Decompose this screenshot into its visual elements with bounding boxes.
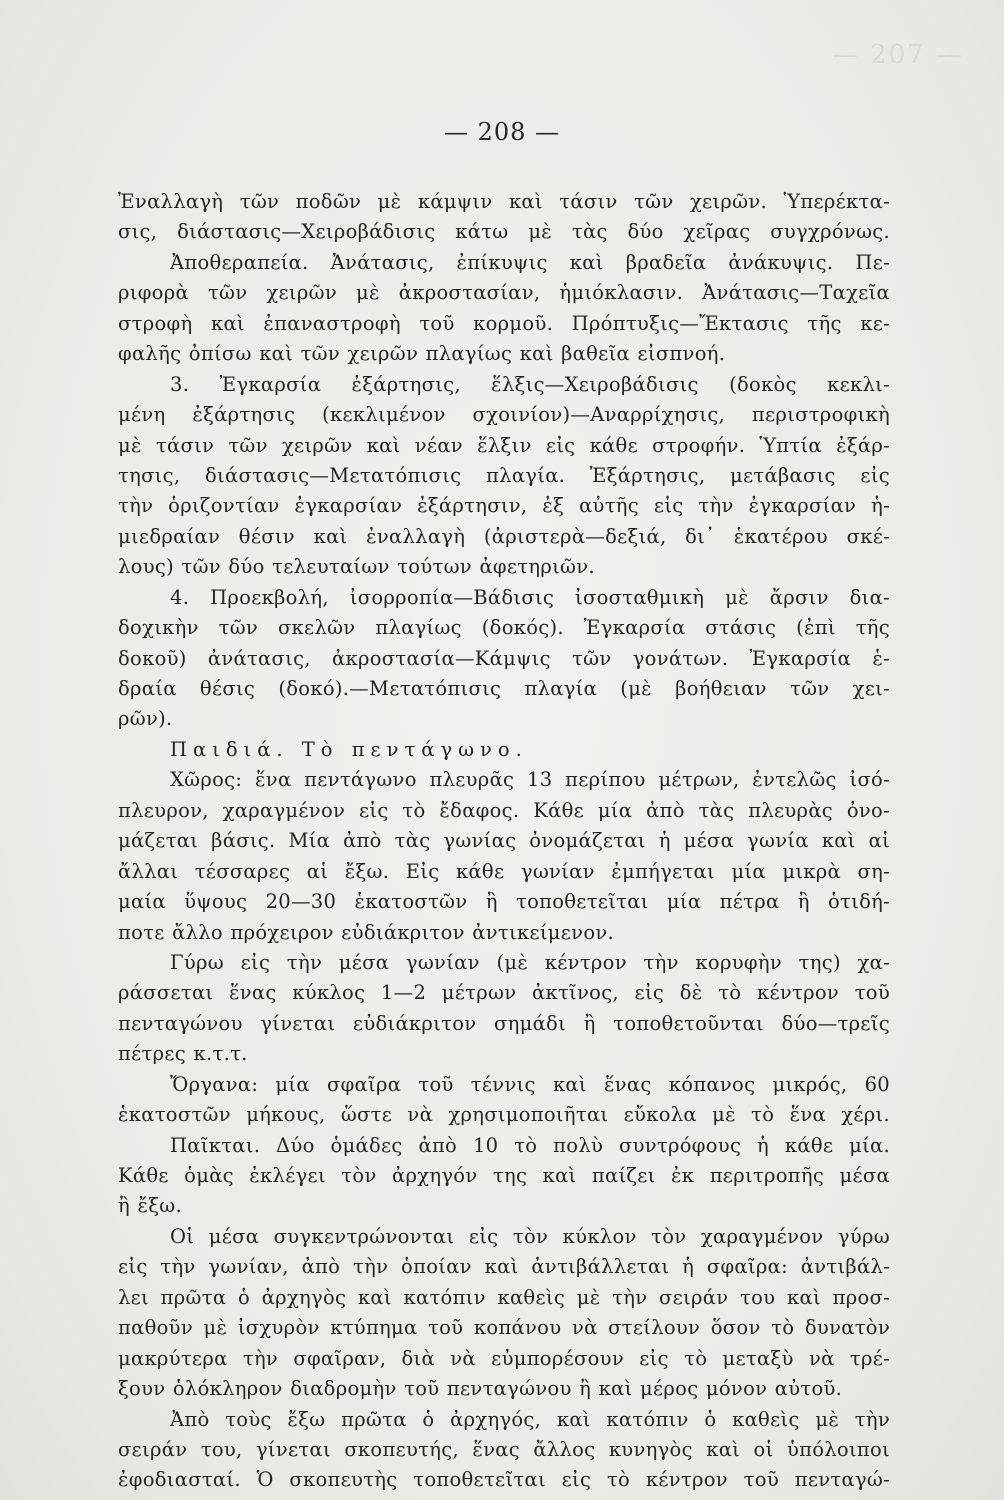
text-line: δοχικὴν τῶν σκελῶν πλαγίως (δοκός). Ἐγκαρσία στάσις (ἐπὶ τῆς bbox=[118, 616, 890, 640]
text-line: Κάθε ὁμὰς ἐκλέγει τὸν ἀρχηγόν της καὶ παίζει ἐκ περιτροπῆς μέσα bbox=[118, 1164, 890, 1187]
text-line: Οἱ μέσα συγκεντρώνονται εἰς τὸν κύκλον τὸν χαραγμένον γύρω bbox=[170, 1224, 890, 1248]
text-line: στροφὴ καὶ ἐπαναστροφὴ τοῦ κορμοῦ. Πρόπτυξις—Ἔκτασις τῆς κε- bbox=[118, 311, 890, 335]
section-heading: Παιδιά. Τὸ πεντάγωνο. bbox=[170, 737, 528, 761]
text-line: τὴν ὁριζοντίαν ἐγκαρσίαν ἐξάρτησιν, ἐξ αὐτῆς εἰς τὴν ἐγκαρσίαν ἡ- bbox=[118, 494, 890, 518]
text-line: λους) τῶν δύο τελευταίων τούτων ἀφετηριῶν. bbox=[118, 555, 595, 579]
text-line: 4. Προεκβολή, ἰσορροπία—Βάδισις ἰσοσταθμικὴ μὲ ἄρσιν δια- bbox=[170, 585, 890, 609]
text-line: ρῶν). bbox=[118, 707, 173, 731]
text-line: ἄλλαι τέσσαρες αἱ ἔξω. Εἰς κάθε γωνίαν ἐμπήγεται μία μικρὰ ση- bbox=[118, 859, 890, 883]
page-number: — 208 — bbox=[443, 118, 561, 146]
text-line: μάζεται βάσις. Μία ἀπὸ τὰς γωνίας ὀνομάζεται ἡ μέσα γωνία καὶ αἱ bbox=[118, 829, 890, 853]
text-line: ράσσεται ἕνας κύκλος 1—2 μέτρων ἀκτῖνος, εἰς δὲ τὸ κέντρον τοῦ bbox=[118, 981, 890, 1005]
text-line: πενταγώνου γίνεται εὐδιάκριτον σημάδι ἢ τοποθετοῦνται δύο—τρεῖς bbox=[118, 1011, 890, 1035]
text-line: πέτρες κ.τ.τ. bbox=[118, 1042, 248, 1066]
text-line: λει πρῶτα ὁ ἀρχηγὸς καὶ κατόπιν καθεὶς μὲ τὴν σειράν του καὶ προσ- bbox=[118, 1285, 890, 1309]
text-line: ποτε ἄλλο πρόχειρον εὐδιάκριτον ἀντικείμενον. bbox=[118, 920, 615, 944]
text-line: φαλῆς ὀπίσω καὶ τῶν χειρῶν πλαγίως καὶ βαθεῖα εἰσπνοή. bbox=[118, 342, 726, 366]
text-line: ριφορὰ τῶν χειρῶν μὲ ἀκροστασίαν, ἡμιόκλασιν. Ἀνάτασις—Ταχεῖα bbox=[118, 281, 890, 305]
bleed-through-page-number: — 207 — bbox=[831, 40, 964, 70]
text-line: παθοῦν μὲ ἰσχυρὸν κτύπημα τοῦ κοπάνου νὰ στείλουν ὅσον τὸ δυνατὸν bbox=[118, 1316, 890, 1340]
text-line: Ὄργανα: μία σφαῖρα τοῦ τέννις καὶ ἕνας κόπανος μικρός, 60 bbox=[170, 1072, 890, 1096]
text-line: πλευρον, χαραγμένον εἰς τὸ ἔδαφος. Κάθε μία ἀπὸ τὰς πλευρὰς ὀνο- bbox=[118, 798, 890, 822]
text-line: Ἀπὸ τοὺς ἔξω πρῶτα ὁ ἀρχηγός, καὶ κατόπιν ὁ καθεὶς μὲ τὴν bbox=[170, 1407, 890, 1431]
text-line: εἰς τὴν γωνίαν, ἀπὸ τὴν ὁποίαν καὶ ἀντιβάλλεται ἡ σφαῖρα: ἀντιβάλ- bbox=[118, 1255, 890, 1279]
text-line: τησις, διάστασις—Μετατόπισις πλαγία. Ἐξάρτησις, μετάβασις εἰς bbox=[118, 463, 890, 487]
text-line: Χῶρος: ἕνα πεντάγωνο πλευρᾶς 13 περίπου μέτρων, ἐντελῶς ἰσό- bbox=[170, 768, 890, 792]
text-line: 3. Ἐγκαρσία ἐξάρτησις, ἕλξις—Χειροβάδισις (δοκὸς κεκλι- bbox=[170, 372, 890, 396]
text-line: σειράν του, γίνεται σκοπευτής, ἕνας ἄλλος κυνηγὸς καὶ οἱ ὑπόλοιποι bbox=[118, 1437, 890, 1461]
text-line: Παῖκται. Δύο ὁμάδες ἀπὸ 10 τὸ πολὺ συντρόφους ἡ κάθε μία. bbox=[170, 1133, 890, 1157]
body-text bbox=[118, 187, 890, 1496]
text-line: Γύρω εἰς τὴν μέσα γωνίαν (μὲ κέντρον τὴν κορυφὴν της) χα- bbox=[170, 950, 890, 974]
text-line: ἢ ἔξω. bbox=[118, 1194, 182, 1218]
text-line: ξουν ὁλόκληρον διαδρομὴν τοῦ πενταγώνου ἢ καὶ μέρος μόνον αὐτοῦ. bbox=[118, 1377, 843, 1401]
text-line: μένη ἐξάρτησις (κεκλιμένον σχοινίον)—Αναρρίχησις, περιστροφικὴ bbox=[118, 403, 890, 427]
text-line: δοκοῦ) ἀνάτασις, ἀκροστασία—Κάμψις τῶν γονάτων. Ἐγκαρσία ἑ- bbox=[118, 646, 890, 670]
text-line: ἐφοδιασταί. Ὁ σκοπευτὴς τοποθετεῖται εἰς τὸ κέντρον τοῦ πενταγώ- bbox=[118, 1468, 890, 1492]
text-line: μαία ὕψους 20—30 ἑκατοστῶν ἢ τοποθετεῖται μία πέτρα ἢ ὁτιδή- bbox=[118, 890, 890, 914]
text-line: Ἀποθεραπεία. Ἀνάτασις, ἐπίκυψις καὶ βραδεῖα ἀνάκυψις. Πε- bbox=[170, 250, 890, 274]
text-line: μακρύτερα τὴν σφαῖραν, διὰ νὰ εὐμπορέσουν εἰς τὸ μεταξὺ νὰ τρέ- bbox=[118, 1346, 890, 1370]
text-line: δραία θέσις (δοκό).—Μετατόπισις πλαγία (μὲ βοήθειαν τῶν χει- bbox=[118, 677, 890, 700]
text-line: Ἐναλλαγὴ τῶν ποδῶν μὲ κάμψιν καὶ τάσιν τῶν χειρῶν. Ὑπερέκτα- bbox=[118, 190, 890, 213]
text-line: σις, διάστασις—Χειροβάδισις κάτω μὲ τὰς δύο χεῖρας συγχρόνως. bbox=[118, 220, 890, 244]
text-line: μὲ τάσιν τῶν χειρῶν καὶ νέαν ἕλξιν εἰς κάθε στροφήν. Ὑπτία ἐξάρ- bbox=[118, 433, 890, 457]
text-line: ἑκατοστῶν μήκους, ὥστε νὰ χρησιμοποιῆται εὔκολα μὲ τὸ ἕνα χέρι. bbox=[118, 1103, 890, 1127]
text-line: μιεδραίαν θέσιν καὶ ἐναλλαγὴ (ἀριστερὰ—δεξιά, δι᾽ ἑκατέρου σκέ- bbox=[118, 524, 890, 548]
